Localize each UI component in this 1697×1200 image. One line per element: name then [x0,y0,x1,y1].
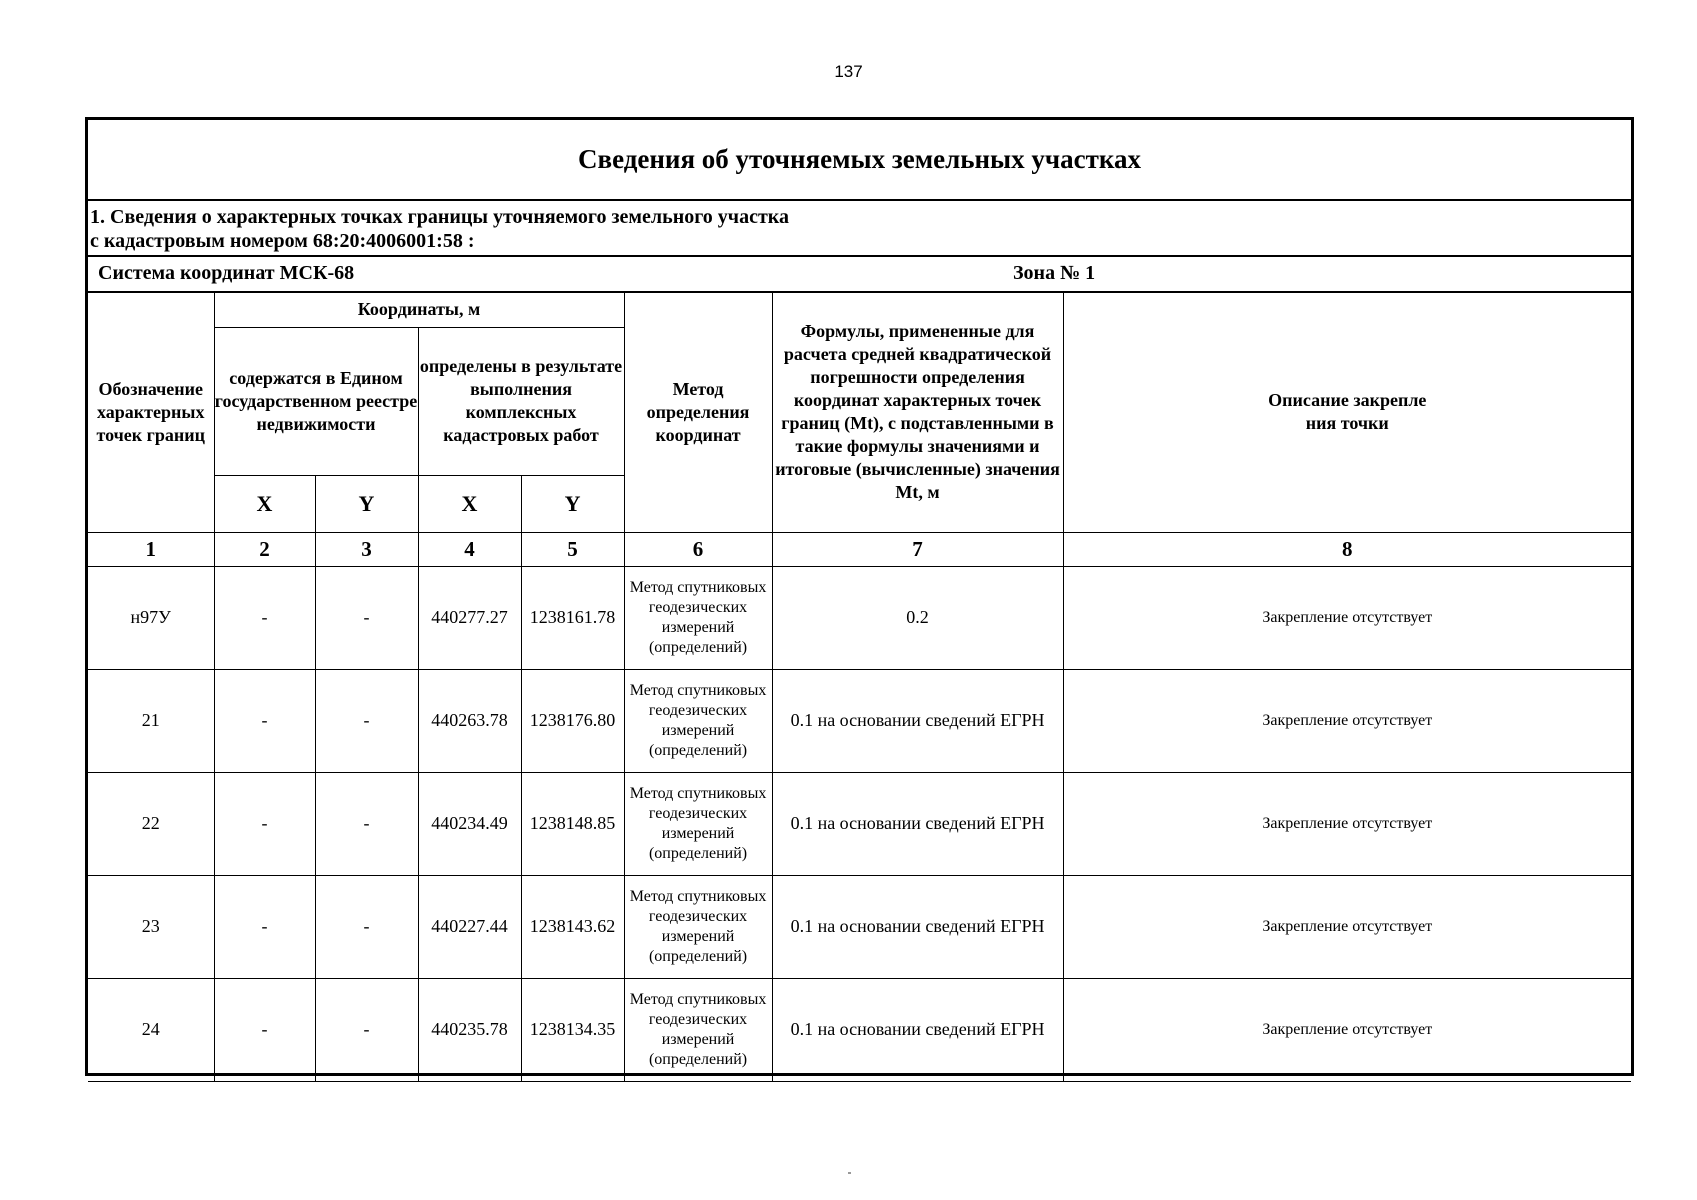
header-formulas: Формулы, примененные для расчета средней квадратической погрешности определения координат характерных точек границ (Mt), с подставленными в такие формулы значениями и итоговые (вычисленные) значения Mt, м [772,293,1063,532]
method-cell: Метод спутниковых геодезических измерений (определений) [624,669,772,772]
header-determined-y: Y [521,475,624,532]
column-numbers-row [88,532,1631,566]
coordinate-x: 440234.49 [418,772,521,875]
registry-y: - [315,772,418,875]
header-description-line1: Описание закрепле [1268,390,1427,411]
header-in-registry: содержатся в Едином государственном реестре недвижимости [214,327,418,475]
section-heading-line1: 1. Сведения о характерных точках границы уточняемого земельного участка [90,206,790,228]
zone-label: Зона № 1 [1013,262,1096,284]
registry-x: - [214,978,315,1081]
footer-mark [848,1172,851,1174]
point-designation: н97У [88,566,214,669]
header-registry-y: Y [315,475,418,532]
page-number: 137 [834,62,863,81]
table-row [88,566,1631,669]
coordinate-x: 440227.44 [418,875,521,978]
table-row [88,772,1631,875]
header-determined-x: X [418,475,521,532]
mt-value: 0.1 на основании сведений ЕГРН [772,669,1063,772]
mt-value: 0.1 на основании сведений ЕГРН [772,875,1063,978]
column-number: 3 [315,532,418,566]
coordinate-y: 1238148.85 [521,772,624,875]
registry-y: - [315,566,418,669]
points-table [88,293,1631,1082]
coordinate-y: 1238161.78 [521,566,624,669]
coordinate-x: 440235.78 [418,978,521,1081]
registry-y: - [315,978,418,1081]
point-designation: 21 [88,669,214,772]
column-number: 2 [214,532,315,566]
header-description [1063,293,1631,532]
column-number: 1 [88,532,214,566]
point-designation: 23 [88,875,214,978]
column-number: 8 [1063,532,1631,566]
registry-x: - [214,772,315,875]
registry-y: - [315,669,418,772]
header-point-designation: Обозначение характерных точек границ [88,293,214,532]
registry-x: - [214,566,315,669]
point-description: Закрепление отсутствует [1063,566,1631,669]
method-cell: Метод спутниковых геодезических измерений (определений) [624,875,772,978]
column-number: 7 [772,532,1063,566]
coordinate-system-label: Система координат МСК-68 [98,262,355,284]
coordinate-x: 440277.27 [418,566,521,669]
point-description: Закрепление отсутствует [1063,669,1631,772]
registry-y: - [315,875,418,978]
coordinate-y: 1238143.62 [521,875,624,978]
column-number: 5 [521,532,624,566]
section-heading [88,201,1631,257]
header-registry-x: X [214,475,315,532]
method-cell: Метод спутниковых геодезических измерений (определений) [624,772,772,875]
header-description-line2: ния точки [1305,413,1389,434]
coordinate-x: 440263.78 [418,669,521,772]
document-title: Сведения об уточняемых земельных участках [88,120,1631,201]
method-cell: Метод спутниковых геодезических измерений (определений) [624,978,772,1081]
point-description: Закрепление отсутствует [1063,875,1631,978]
registry-x: - [214,875,315,978]
land-plot-sheet [85,117,1634,1076]
coordinate-y: 1238134.35 [521,978,624,1081]
column-number: 4 [418,532,521,566]
table-row [88,978,1631,1081]
coordinate-y: 1238176.80 [521,669,624,772]
point-description: Закрепление отсутствует [1063,978,1631,1081]
mt-value: 0.1 на основании сведений ЕГРН [772,978,1063,1081]
header-coordinates: Координаты, м [214,293,624,327]
mt-value: 0.1 на основании сведений ЕГРН [772,772,1063,875]
registry-x: - [214,669,315,772]
section-heading-line2: с кадастровым номером 68:20:4006001:58 : [90,230,475,252]
coordinate-system-row [88,257,1631,293]
point-designation: 22 [88,772,214,875]
mt-value: 0.2 [772,566,1063,669]
table-row [88,875,1631,978]
point-description: Закрепление отсутствует [1063,772,1631,875]
header-method: Метод определения координат [624,293,772,532]
table-row [88,669,1631,772]
header-determined: определены в результате выполнения комплексных кадастровых работ [418,327,624,475]
point-designation: 24 [88,978,214,1081]
method-cell: Метод спутниковых геодезических измерений (определений) [624,566,772,669]
column-number: 6 [624,532,772,566]
